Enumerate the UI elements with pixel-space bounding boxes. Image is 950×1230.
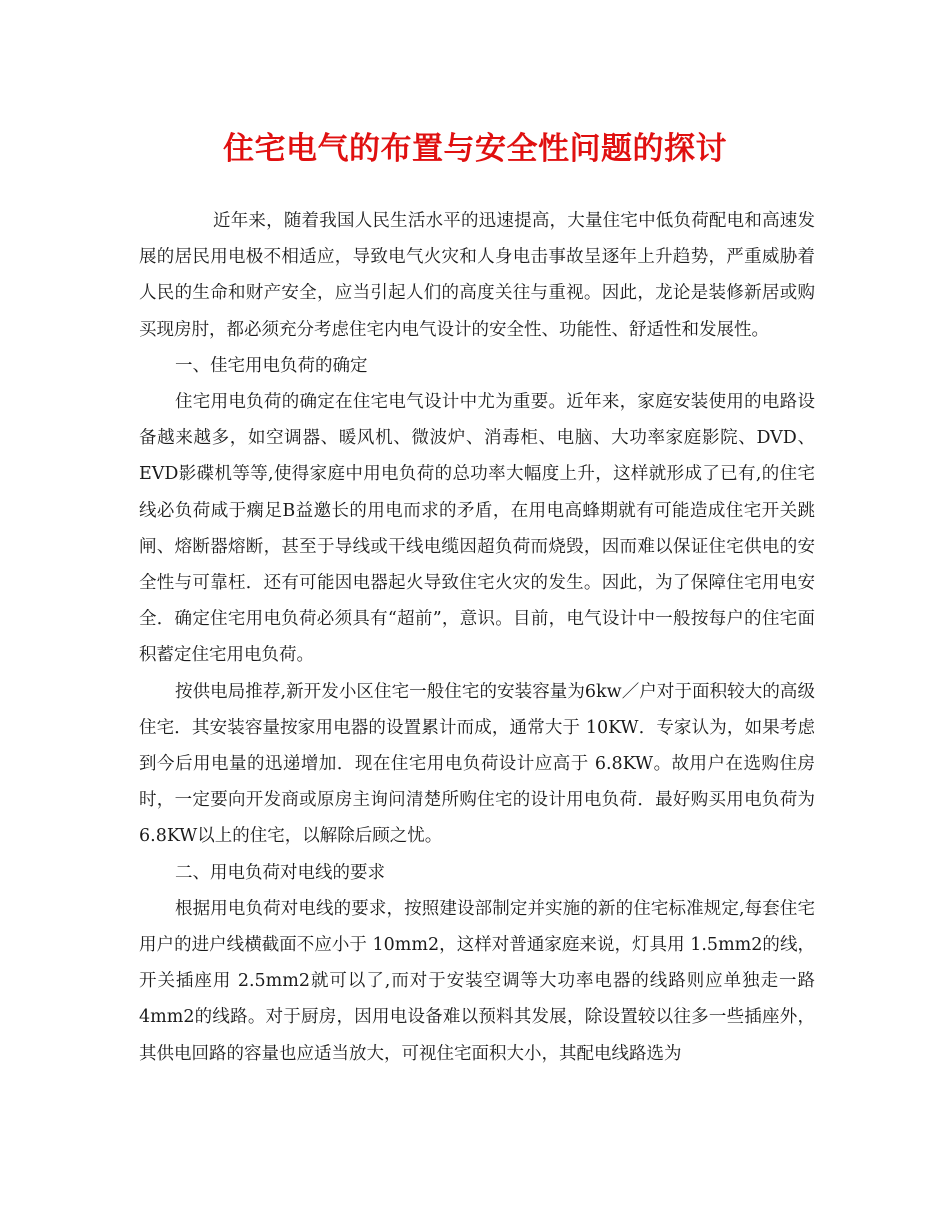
paragraph-installed-capacity: 按供电局推荐,新开发小区住宅一般住宅的安装容量为6kw／户对于面积较大的高级住宅．其安装容量按家用电器的设置累计而成，通常大于 10KW．专家认为，如果考虑到今后用电量的迅递增加．现在住宅用电负荷设计应高于 6.8KW。故用户在选购住房时，一定要向开发商或原房主询问清楚所购住宅的设计用电负荷．最好购买用电负荷为6.8KW以上的住宅，以解除后顾之忧。	[139, 681, 815, 847]
document-title: 住宅电气的布置与安全性问题的探讨	[223, 131, 727, 167]
paragraph-load-determination: 住宅用电负荷的确定在住宅电气设计中尤为重要。近年来，家庭安装使用的电路设备越来越多，如空调器、暖风机、微波炉、消毒柜、电脑、大功率家庭影院、DVD、EVD影碟机等等,使得家庭中用电负荷的总功率大幅度上升，这样就形成了已有,的住宅线必负荷咸于瘸足B益邀长的用电而求的矛盾，在用电高蜂期就有可能造成住宅开关跳闸、熔断器熔断，甚至于导线或干线电缆因超负荷而烧毁，因而难以保证住宅供电的安全性与可靠枉．还有可能因电器起火导致住宅火灾的发生。因此，为了保障住宅用电安全．确定住宅用电负荷必须具有“超前”，意识。目前，电气设计中一般按每户的住宅面积蓄定住宅用电负荷。	[139, 392, 815, 666]
paragraph-intro: 近年来，随着我国人民生活水平的迅速提高，大量住宅中低负荷配电和高速发展的居民用电极不相适应，导致电气火灾和人身电击事故呈逐年上升趋势，严重威胁着人民的生命和财产安全，应当引起人们的高度关往与重视。因此，龙论是装修新居或购买现房肘，都必须充分考虑住宅内电气设计的安全性、功能性、舒适性和发展性。	[139, 211, 815, 340]
document-body	[139, 203, 815, 1072]
section-heading-1: 一、佳宅用电负荷的确定	[175, 355, 368, 376]
section-heading-2: 二、用电负荷对电线的要求	[175, 862, 385, 883]
paragraph-wire-requirements: 根据用电负荷对电线的要求，按照建设部制定并实施的新的住宅标准规定,每套住宅用户的进户线横截面不应小于 10mm2，这样对普通家庭来说，灯具用 1.5mm2的线，开关插座用 2.5mm2就可以了,而对于安装空调等大功率电器的线路则应单独走一路 4mm2的线路。对于厨房，因用电设备难以预料其发展，除设置较以往多一些插座外，其供电回路的容量也应适当放大，可视住宅面积大小，其配电线路选为	[139, 898, 815, 1064]
